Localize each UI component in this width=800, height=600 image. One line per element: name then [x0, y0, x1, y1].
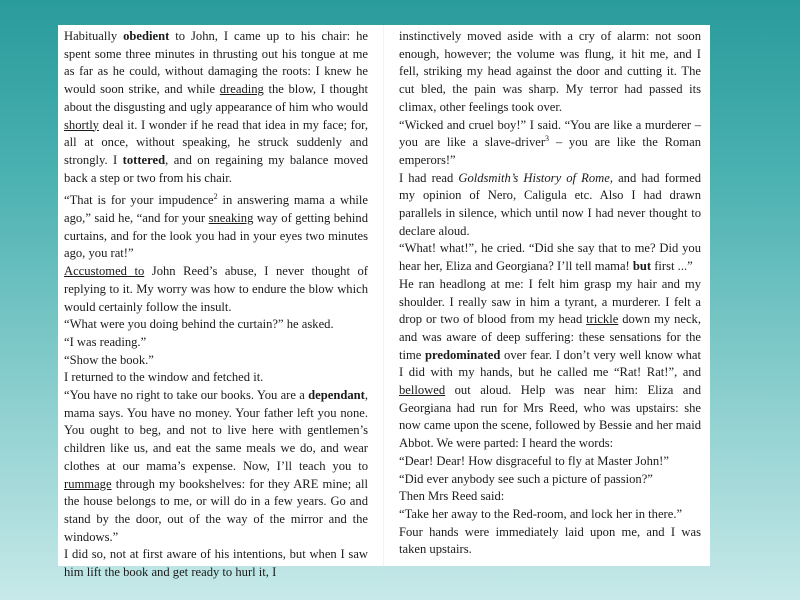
text-run: John Reed’s abuse, I never thought of replying to it. My worry was how to endure the blow which would certainly follow the insult.	[64, 264, 368, 314]
text-run: , and on regaining my balance moved back a step or two from his chair.	[64, 152, 368, 185]
text-paragraph	[64, 192, 368, 263]
text-paragraph	[64, 352, 368, 370]
footnote-marker: 2	[213, 192, 218, 202]
text-paragraph	[64, 316, 368, 334]
text-paragraph	[399, 276, 701, 453]
text-run: down my neck, and was aware of deep suffering: these sensations for the time	[399, 312, 701, 362]
vocabulary-word: dependant	[308, 388, 365, 403]
footnote-marker: 3	[545, 134, 550, 144]
text-paragraph	[399, 240, 701, 275]
text-run: “Show the book.”	[64, 352, 154, 367]
vocabulary-word: but	[632, 259, 652, 274]
text-paragraph	[399, 453, 701, 471]
book-page	[58, 25, 710, 580]
text-run: I returned to the window and fetched it.	[64, 370, 264, 385]
text-run: , mama says. You have no money. Your father left you none. You ought to beg, and not to live here with gentlemen’s children like us, and eat the same meals we do, and wear clothes at our mama’s expense. Now, I’ll teach you to	[64, 388, 368, 473]
text-run: “Did ever anybody see such a picture of passion?”	[399, 471, 653, 486]
text-run: “You have no right to take our books. You are a	[64, 388, 309, 403]
text-run: deal it. I wonder if he read that idea in my face; for, all at once, without speaking, he struck suddenly and strongly. I	[64, 117, 368, 167]
underlined-word: sneaking	[208, 211, 254, 226]
text-run: “I was reading.”	[64, 334, 147, 349]
text-run: – you are like the Roman emperors!”	[399, 135, 701, 167]
underlined-word: shortly	[64, 117, 99, 132]
text-run: Four hands were immediately laid upon me, and I was taken upstairs.	[399, 524, 701, 557]
text-paragraph	[399, 471, 701, 489]
underlined-word: Accustomed to	[64, 264, 145, 279]
text-run: I had read	[399, 170, 459, 185]
text-run: instinctively moved aside with a cry of alarm: not soon enough, however; the volume was flung, it hit me, and I fell, striking my head against the door and cutting it. The cut bled, the pain was sharp. My terror had passed its climax, other feelings took over.	[399, 29, 701, 114]
text-run: “Take her away to the Red-room, and lock her in there.”	[399, 506, 683, 521]
book-title: Goldsmith’s History of Rome	[458, 170, 610, 185]
text-run: Habitually	[64, 29, 124, 43]
text-run: first ...”	[651, 259, 693, 274]
text-paragraph	[64, 28, 368, 187]
text-run: in answering mama a while ago,” said he, “and for your	[64, 193, 368, 226]
text-paragraph	[64, 369, 368, 387]
text-paragraph	[399, 170, 701, 241]
vocabulary-word: obedient	[123, 29, 170, 43]
text-run: , and had formed my opinion of Nero, Caligula etc. Also I had drawn parallels in silence, which until now I had never thought to declare aloud.	[399, 170, 701, 238]
text-run: the blow, I thought about the disgusting and ugly appearance of him who would	[64, 82, 368, 114]
text-paragraph	[399, 524, 701, 559]
left-text-column	[64, 28, 368, 582]
underlined-word: dreading	[219, 82, 264, 97]
text-run: out aloud. Help was near him: Eliza and Georgiana had run for Mrs Reed, who was upstairs: she now came upon the scene, followed by Bessie and her maid Abbot. We were parted: I heard the words:	[399, 383, 701, 451]
text-paragraph	[64, 263, 368, 316]
text-run: over fear. I don’t very well know what I did with my hands, but he called me “Rat! Rat!”, and	[399, 347, 701, 380]
text-run: “What were you doing behind the curtain?” he asked.	[64, 317, 334, 332]
column-gutter	[383, 25, 384, 566]
text-paragraph	[64, 387, 368, 546]
text-run: “Wicked and cruel boy!” I said. “You are like a murderer – you are like a slave-driver	[399, 117, 701, 150]
text-paragraph	[399, 506, 701, 524]
text-paragraph	[64, 334, 368, 352]
text-run: to John, I came up to his chair: he spent some three minutes in thrusting out his tongue at me as far as he could, without damaging the roots: I knew he would soon strike, and while	[64, 29, 368, 97]
text-paragraph	[399, 488, 701, 506]
text-run: “Dear! Dear! How disgraceful to fly at Master John!”	[399, 453, 669, 468]
underlined-word: rummage	[64, 476, 112, 491]
text-paragraph	[399, 28, 701, 117]
text-run: way of getting behind curtains, and for the look you had in your eyes two minutes ago, you rat!”	[64, 211, 368, 261]
right-text-column	[399, 28, 701, 559]
vocabulary-word: predominated	[425, 347, 501, 362]
text-paragraph	[399, 117, 701, 170]
underlined-word: trickle	[586, 312, 619, 327]
vocabulary-word: tottered	[122, 152, 166, 167]
text-paragraph	[64, 546, 368, 581]
text-run: “That is for your impudence	[64, 193, 214, 208]
text-run: Then Mrs Reed said:	[399, 489, 505, 504]
underlined-word: bellowed	[399, 383, 446, 398]
text-run: “What! what!”, he cried. “Did she say that to me? Did you hear her, Eliza and Georgiana? I’ll tell mama!	[399, 241, 701, 274]
text-run: through my bookshelves: for they ARE mine; all the house belongs to me, or will do in a few years. Go and stand by the door, out of the way of the mirror and the windows.”	[64, 476, 368, 544]
text-run: I did so, not at first aware of his intentions, but when I saw him lift the book and get ready to hurl it, I	[64, 547, 368, 580]
text-run: He ran headlong at me: I felt him grasp my hair and my shoulder. I really saw in him a tyrant, a murderer. I felt a drop or two of blood from my head	[399, 276, 701, 327]
